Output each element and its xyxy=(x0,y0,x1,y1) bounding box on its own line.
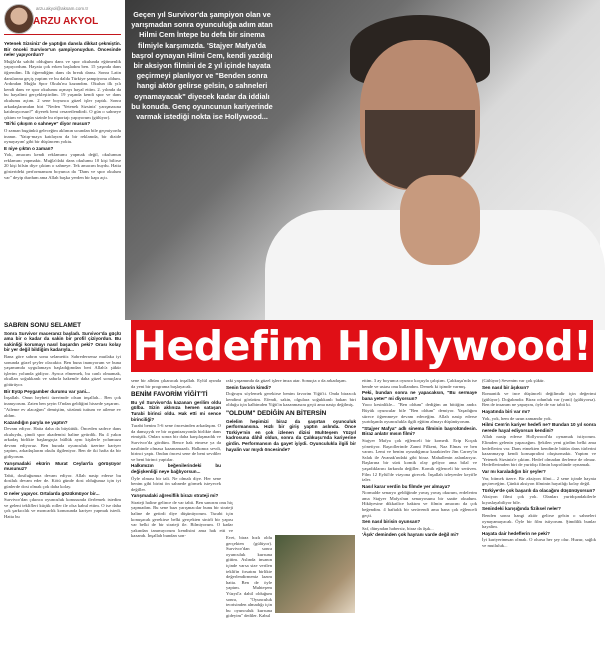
section-heading: "OLDUM" DEDİĞİN AN BİTERSİN xyxy=(226,409,327,417)
question: Kazandığın paryla ne yaptın? xyxy=(4,419,68,425)
column-3-bottom xyxy=(226,535,272,671)
question: Var mı karaladığın bir şeyler? xyxy=(482,468,546,474)
answer: Allah nasip ederse Hollywood'da oynamak istiyorum. Elimden gelenin yapacağım. Şekilen yeni girdim belki ama hedeflerim var. Dans etmekten kendimle bütün dans türlerini kazanmayıp kendi konsapralini oluşturmaktı. Yaptım ve 'Yetenek Sizsiniz'e çıktım. Hedef olmadan ilerleme de olmaz. Hedeflerimden biri de yurtdışı filmin başrolünde oynamak. xyxy=(482,434,596,468)
question: Hilmi Cem'in kariyer hedefi ne? Bundan 10 yıl sonra nerede hayal ediyorsun kendini? xyxy=(482,422,596,433)
answer: İyi kariyerinnsan olmak. O olursa her şey olur. Huzur, sağlık ve mutluluk... xyxy=(482,537,596,549)
inset-photo xyxy=(275,535,355,613)
photo-hand xyxy=(400,175,480,265)
answer: Stajyer Mafya çok eğlenceli bir komedi. Erip Koçak yönetiyor. Başrollerinde Zanni Filkent, Naz Elmas ve ben varım. Lemi ve benim oynadığımız karakterler Jim Carrey'in Salak ile Avanak'ındaki gibi biraz. Mahallenin aslanlarıyız. Başlarına bir sürü komik olay geliyor ama bilal ve yaşadıklarını farkında değiller. Komik eğlenceli bir serüven. Film 12 Eylül'de vizyona girecek. İnşallah izleyenler keyifle izler. xyxy=(362,437,477,483)
question: Hayata dair hedeflerin ne peki? xyxy=(482,530,550,536)
question: Peki, bundan sonra ne yapacaksın, "Bu sermaye bana yeter" mi diyorsun? xyxy=(362,390,477,401)
section-heading: SABRIN SONU SELAMET xyxy=(4,322,82,329)
column-3 xyxy=(226,378,356,533)
question: 'Âşık' deminden çok hayranı varde değil mi? xyxy=(362,532,459,538)
question: "Stajyer Mafya" adlı sinema filminin başrolündesin. Biraz anlatır mısın filmi? xyxy=(362,425,477,437)
answer: ettim. 3 ay boyunca oyunco koçuyla çalıştım. Çalıkuşu'nda ise bende ve ustası onu kullandım. Demek ki işimde varmış. xyxy=(362,378,477,389)
column-2 xyxy=(131,378,233,671)
answer: Aksiyon filmi çok yok. Olanları yurtdışındakilerle kıyaslayabiliyor bile. xyxy=(482,494,596,505)
answer: Benden sonra hangi aktör gelirse gelsin o sahneleri oynayamayacak. Öyle bir film istiyorum. Şimdilik bunlar hayalim. xyxy=(482,513,596,530)
answer: Var, bitmek üzere. Bir aksiyon filmi... 2 sene içinde hayata geçireceğim. Çünkü aksiyon filminin hayatlığı kolay değil. xyxy=(482,475,596,487)
question: Sen nasıl bir âşıksın? xyxy=(482,384,529,390)
answer: Saf, dünyadan habersiz, biraz da âşık... xyxy=(362,525,434,531)
question: Sonra Survivor maceranız başladı. Survivor'da güçlü ama bir o kadar da sakin bir profil çiziyordun. Bu sakinliği korumayı nasıl başardın peki? Orası kolay bir yer değil bildiğim kadarıyla... xyxy=(4,330,121,353)
answer: raki yaşamında da güzel işlere imza atar. Sonuçta o da arkadaşım. xyxy=(226,378,347,383)
question: Hayatında biri var mı? xyxy=(482,408,530,414)
question: Bir Eyüp Peygamber durumu var yani... xyxy=(4,388,90,394)
column-4 xyxy=(362,378,477,671)
question: O neler yapıyor. Ortalarda gözükmüyor bir... xyxy=(4,490,100,496)
answer: Doğruyu söylemek gerekirse benim favorim Yiğit'ti. Onda birazcık kendimi görürüm. Efendi, sakin, olgulara soğukkanlı bakan biri olduğu için kalbimden Yiğit'in kazanmasını geçti ama nasip değilmiş. xyxy=(226,391,356,408)
answer: Muğla'da sahibi olduğum dans ve spor okulunda eğitmenlik yapıyordum. Hayata çok erken başladım ben. 15 yaşında dans öğrendim. İlk öğrendiğim dans da break dansı. Sonra Latin danslarına geçiş yaptım ve bu dalda Türkiye şampiyonu oldum. Ardından Muğla Spor Okulu'nu kazandım. Okulun ilk yılı kendi dans ve spor okulumu açmayı hayal ettim. 2. yılında da bu hayalimi gerçekleştirdim. 19 yaşında kendi spor ve dans okulumu açtım. 2 sene boyunca güzel işler yaptık. Sonra arkadaşlarımdan biri "Neden 'Yetenek Sizsiniz' yarışmasına katılmıyorsun?" diyerek beni cesaretlendirdi. O gün o sahneye çıktım ve bugün sizinle bu röportajı yapıyorum (gülüyor). xyxy=(4,58,121,120)
answer: O zaman bugünkü geleceğim aklımın ucundan bile geçmiyordu inanın. 'Yatıp-maya katılayım da bir reklamda, bir dizide oynayayım' gibi bir düşüncem yoktu. xyxy=(4,127,121,145)
question: Gelelim hepimizi biraz da şaşırtan oyunculuk performansına. Hızlı bir giriş yaptın aslında. Önce Türkiye'nin en çok izlenen dizisi Muhteşem Yüzyıl kadrosuna dâhil oldun, sonra da Çalıkuşu'nda kariyerine girdin. Performansın da gayet iyiydi. Oyunculukla ilgili bir hayalin var mıydı öncesinde? xyxy=(226,418,356,452)
answer: Normalde senaryo geldiğinde yavaş yavaş okurum, erdelerim ama Stajyer Mafya'nın senaryosunu bir saatte okudum. Hikâyesine dikkatlice baktım ve filmin amacını da çok beğendim. 4 haftalık bir serüvendi ama bana çok eğlenceli geçti. xyxy=(362,490,477,518)
question: Bu yıl Survivor'da kazanan gerilim oldu gülba. Sizin aklınıza hemen sataşan Turabi birinci oldu. Hak etti mi sence birinciliği? xyxy=(131,399,221,422)
answer: Bana göre sabrın sonu selamettir. Sabredersenız mutlaka iyi sonunda güzel şeyler olacaktır. Ben buna inanıyorum ve buna yaşamımda uygulamaya başladığımdan beri Allah'a şükür işlerim yolunda gidiyor. Ayrıca elmemek, bu canlı olmamak, okulları soğukkanlı ve sabırla hakemle daha güzel sonuçlara götürüyor. xyxy=(4,353,121,387)
section-heading: BENİM FAVORİM YİĞİT'Tİ xyxy=(131,391,208,399)
headline: Hedefim Hollywood! xyxy=(132,322,592,370)
intro-text: Geçen yıl Survivor'da şampiyon olan ve yarışmadan sonra oyunculuğa adım atan Hilmi Cem İntepe bu defa bir sinema filmiyle karşımızda. 'Stajyer Mafya'da başrol oynayan Hilmi Cem, kendi yazdığı bir aksiyon filmini de 2 yıl içinde hayata geçirmeyi planlıyor ve "Benden sonra hangi aktör gelirse gelsin, o sahneleri oynamayacak" diyecek kadar da iddialı bu konuda. Genç oyuncunun kariyerinde varmak istediği nokta ise Hollywood... xyxy=(131,10,273,122)
question: Sen nasıl birisin oyunsan? xyxy=(362,519,421,525)
question: E niye çıktın o zaman? xyxy=(4,145,54,151)
answer: Survivor'dan çıkınca oyunculuk konusunda ilerlemek istedim ve geleni teklifleri küçük roller ile olsa kabul ettim. O ise daha çok şarkıcılık ve moncarlık konusunda kariyer yapmak istedi. Hatta bu xyxy=(4,497,121,519)
author-name: ARZU AKYOL xyxy=(33,16,99,27)
answer: Turabi benim 5-6 sene öncesinden arkadaşım. O da dansçıydı ve bir organizasyonda birlikte dans etmiştik. Onları sonra bir daha karşılaşmadık ve Survivor'da gördüm. Bence hak etmese ya da nasibinde olmasa kazanamazdı. Halkımız sevdi, birinci yaptı. Ondan öncesi sene de beni sevdiler ve beni birinci yaptılar. xyxy=(131,423,221,462)
question: "Bi'ki çıkışım o sahneye" diyor musun? xyxy=(4,121,91,127)
question: Nasıl karar verdin bu filmde yer almaya? xyxy=(362,483,451,489)
answer: Strateji haline gelince de var tabii. Ben sanırım onu hiç yapmadım. Bu sene bazı yarışmacılar bunu bir strateji haline de getirdi diye düşünüyorum. Turabi için konuşacak gerekirse belki gerçekten sinirli bir yapısı var belki de bir strateji ile. Bilmiyorum. O kadar yakından tanımıyorum kendisini ama hak etti ve kazandı. İnşallah bundan son- xyxy=(131,499,233,539)
answer: (Gülüyor) Sevenim var çok şükür. xyxy=(482,378,545,383)
column-1-upper xyxy=(4,40,121,317)
question: Yarışmadaki ekürin Murat Ceylan'la görüşüyor musunuz? xyxy=(4,460,121,472)
answer: Yooo kesinlikle... "Ben oldum" dediğim an bittiğim andır. Büyük oyuncular bile "Ben oldum" demiyor. Yaşadığım sürece öğrenmeye devam edeceğim. Allah nasip ederse yurtdışında oyunculukla ilgili eğitim almayı düşünüyorum. xyxy=(362,402,477,425)
answer: Evet, biraz hızlı oldu gerçekten (gülüyor). Survivor'dan sonra oyunculuk kursuna gittim. Aslında insanın içinde varsa size verilen teklifin fırsatını birlikte değerlendirmeniz lazım hatta. Ben de öyle yaptım. Muhteşem Yüzyıl'a dahil olduğum sonra, "Oyunculuk teorisinden almadığı için bu oyunculuk kursuna gideyim" dediler. Kabul xyxy=(226,535,272,619)
column-5 xyxy=(482,378,596,671)
question: Senin favorin kimdi? xyxy=(226,384,272,390)
answer: Öyle olması bir tali. Ne olmalı diye. Her sene benim gibi birini ön sahnede görmek isteyecek değiller. xyxy=(131,475,221,492)
question: Halkımızın beğenilerindeki bu değişkenliği neye bağlıyorsun... xyxy=(131,463,221,474)
answer: sene bir albüm çıkaracak inşallah. Eylül ayında da yeni bir programa başlayacak. xyxy=(131,378,221,389)
answer: İnşallah. Onun heybeti üzerimde olsun inşallah... Ben çok inanıyorum. Zaten ben şeyin O'ndan geldiğini hissede yaşarım. xyxy=(4,395,121,406)
header-rule xyxy=(4,34,121,35)
answer: "Aileme ev alacağım" demiştim, sözümü tuttum ve aileme ev aldım. xyxy=(4,407,121,418)
answer: Devam ediyor. Hatta daha da büyüttük. Önceden sadece dans okuluydu, şimdi spor akademisi haline getirdik. Bu 4 yakın arkadaş birlikte başlangıçta büllük aynı kişilerle yolumuza devam ediyoruz. Ben burada oyunculuk üzerine kariyer yaptım, arkadaşlarım okulu ilgileniyor. Ben de iki hafta da bir gidiyorum. xyxy=(4,426,121,460)
answer: Romantik ve ince düşünceli değilimdir için değerimi (gülüyor). Doğalımdır. Biraz odunluk var (yani) (gülüyorsa). Ben de insanım ne yapayım, öyle de var tabii ki. xyxy=(482,391,596,408)
question: Yarışmadaki ağresiflik birazı strateji mi? xyxy=(131,493,219,499)
author-avatar xyxy=(4,4,34,34)
question: Senindeki karışığında fiziksel neler? xyxy=(482,506,561,512)
answer: Tabii, dostluğumuz devam ediyor. Allah nasip ederse bu dostluk devam eder de. Kötü günde dost olduğunuz için iyi günlerde dost olmak çok daha kolay. xyxy=(4,472,121,490)
column-1-lower xyxy=(4,320,121,671)
answer: Yok, amacım kendi reklamımı yapmak değil, okulumun reklamını yapmaktı. Muğla'daki dans okulumu 10 kişi bilirse 20 kişi bilsin diye çıktım o sahneye. Tek amacım buydu. Hatta gösterideki performansım boyunca da "Dans ve spor okulum var" deyip durdum ama Allah başka yerden bir kapı açtı. xyxy=(4,152,121,180)
author-email: arzu.akyol@aksam.com.tr xyxy=(36,6,89,11)
question: Türkiye'de çok başarılı da olacağını düşünüyorsun? xyxy=(482,487,596,493)
answer: Yok, yok, hem de uzun zamandır yok. xyxy=(482,415,552,421)
question: Yetenek Sizsiniz' de yaptığın dansla dikkat çekmiştin. Bir önceki Survivor'un şampiyonuydun. Öncesinde neler yapıyordun? xyxy=(4,41,121,58)
